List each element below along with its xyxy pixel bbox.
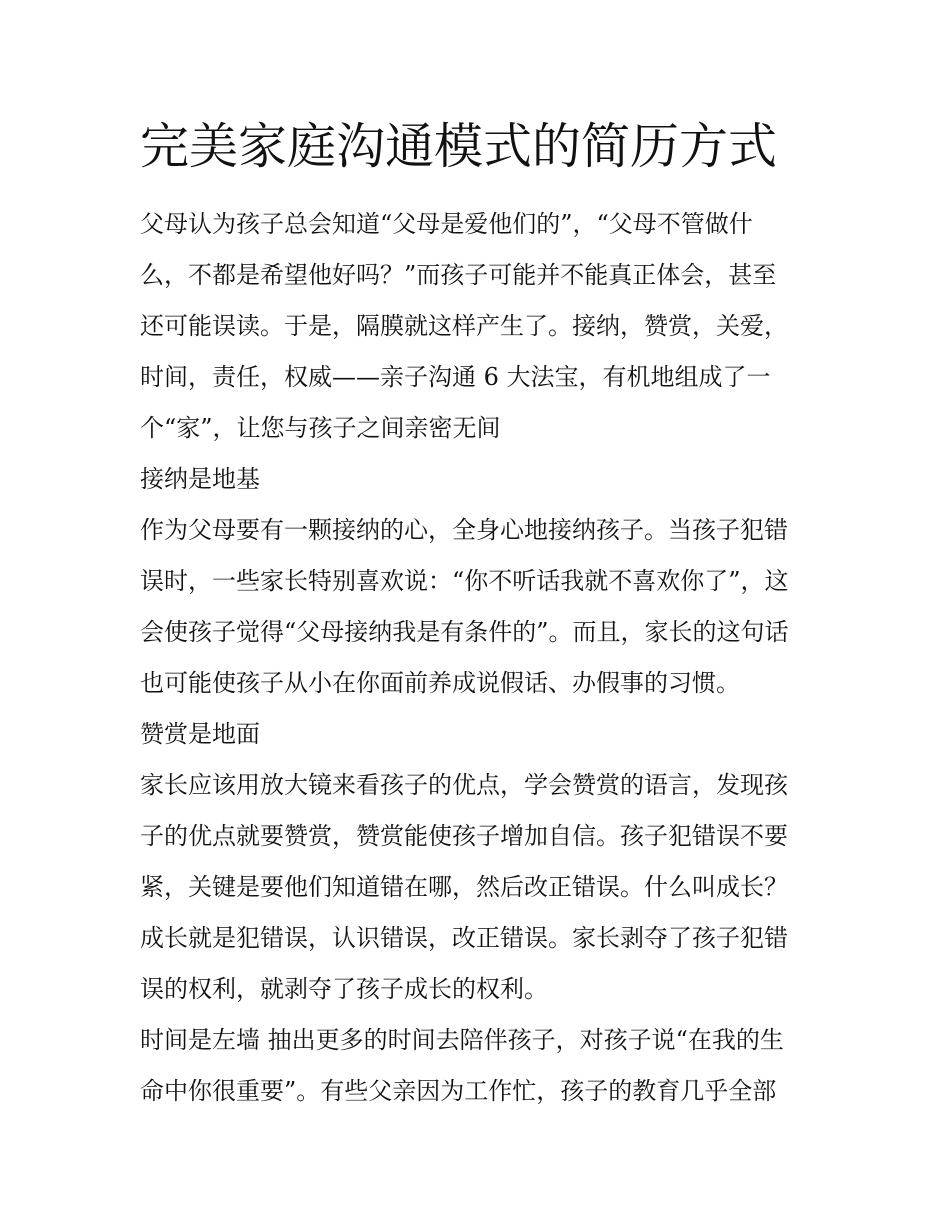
praise-line-5: 误的权利，就剥夺了孩子成长的权利。 [140,975,548,1003]
acceptance-line-1: 作为父母要有一颗接纳的心，全身心地接纳孩子。当孩子犯错 [140,516,788,544]
acceptance-line-4: 也可能使孩子从小在你面前养成说假话、办假事的习惯。 [140,669,740,697]
intro-line-2: 么，不都是希望他好吗？”而孩子可能并不能真正体会，甚至 [140,261,777,289]
intro-line-1: 父母认为孩子总会知道“父母是爱他们的”，“父母不管做什 [140,210,753,238]
intro-line-4: 时间，责任，权威——亲子沟通 6 大法宝，有机地组成了一 [140,363,771,391]
section-heading-acceptance: 接纳是地基 [140,465,260,493]
intro-line-5: 个“家”，让您与孩子之间亲密无间 [140,414,501,442]
acceptance-line-2: 误时，一些家长特别喜欢说：“你不听话我就不喜欢你了”，这 [140,567,789,595]
acceptance-line-3: 会使孩子觉得“父母接纳我是有条件的”。而且，家长的这句话 [140,618,789,646]
time-line-2: 命中你很重要”。有些父亲因为工作忙，孩子的教育几乎全部 [140,1077,777,1105]
praise-line-2: 子的优点就要赞赏，赞赏能使孩子增加自信。孩子犯错误不要 [140,822,788,850]
section-heading-praise: 赞赏是地面 [140,720,260,748]
praise-line-3: 紧，关键是要他们知道错在哪，然后改正错误。什么叫成长？ [140,873,788,901]
intro-line-3: 还可能误读。于是，隔膜就这样产生了。接纳，赞赏，关爱， [140,312,788,340]
time-line-1: 时间是左墙 抽出更多的时间去陪伴孩子，对孩子说“在我的生 [140,1026,784,1054]
praise-line-4: 成长就是犯错误，认识错误，改正错误。家长剥夺了孩子犯错 [140,924,788,952]
praise-line-1: 家长应该用放大镜来看孩子的优点，学会赞赏的语言，发现孩 [140,771,788,799]
document-body [140,199,820,1117]
document-title: 完美家庭沟通模式的简历方式 [140,118,778,175]
